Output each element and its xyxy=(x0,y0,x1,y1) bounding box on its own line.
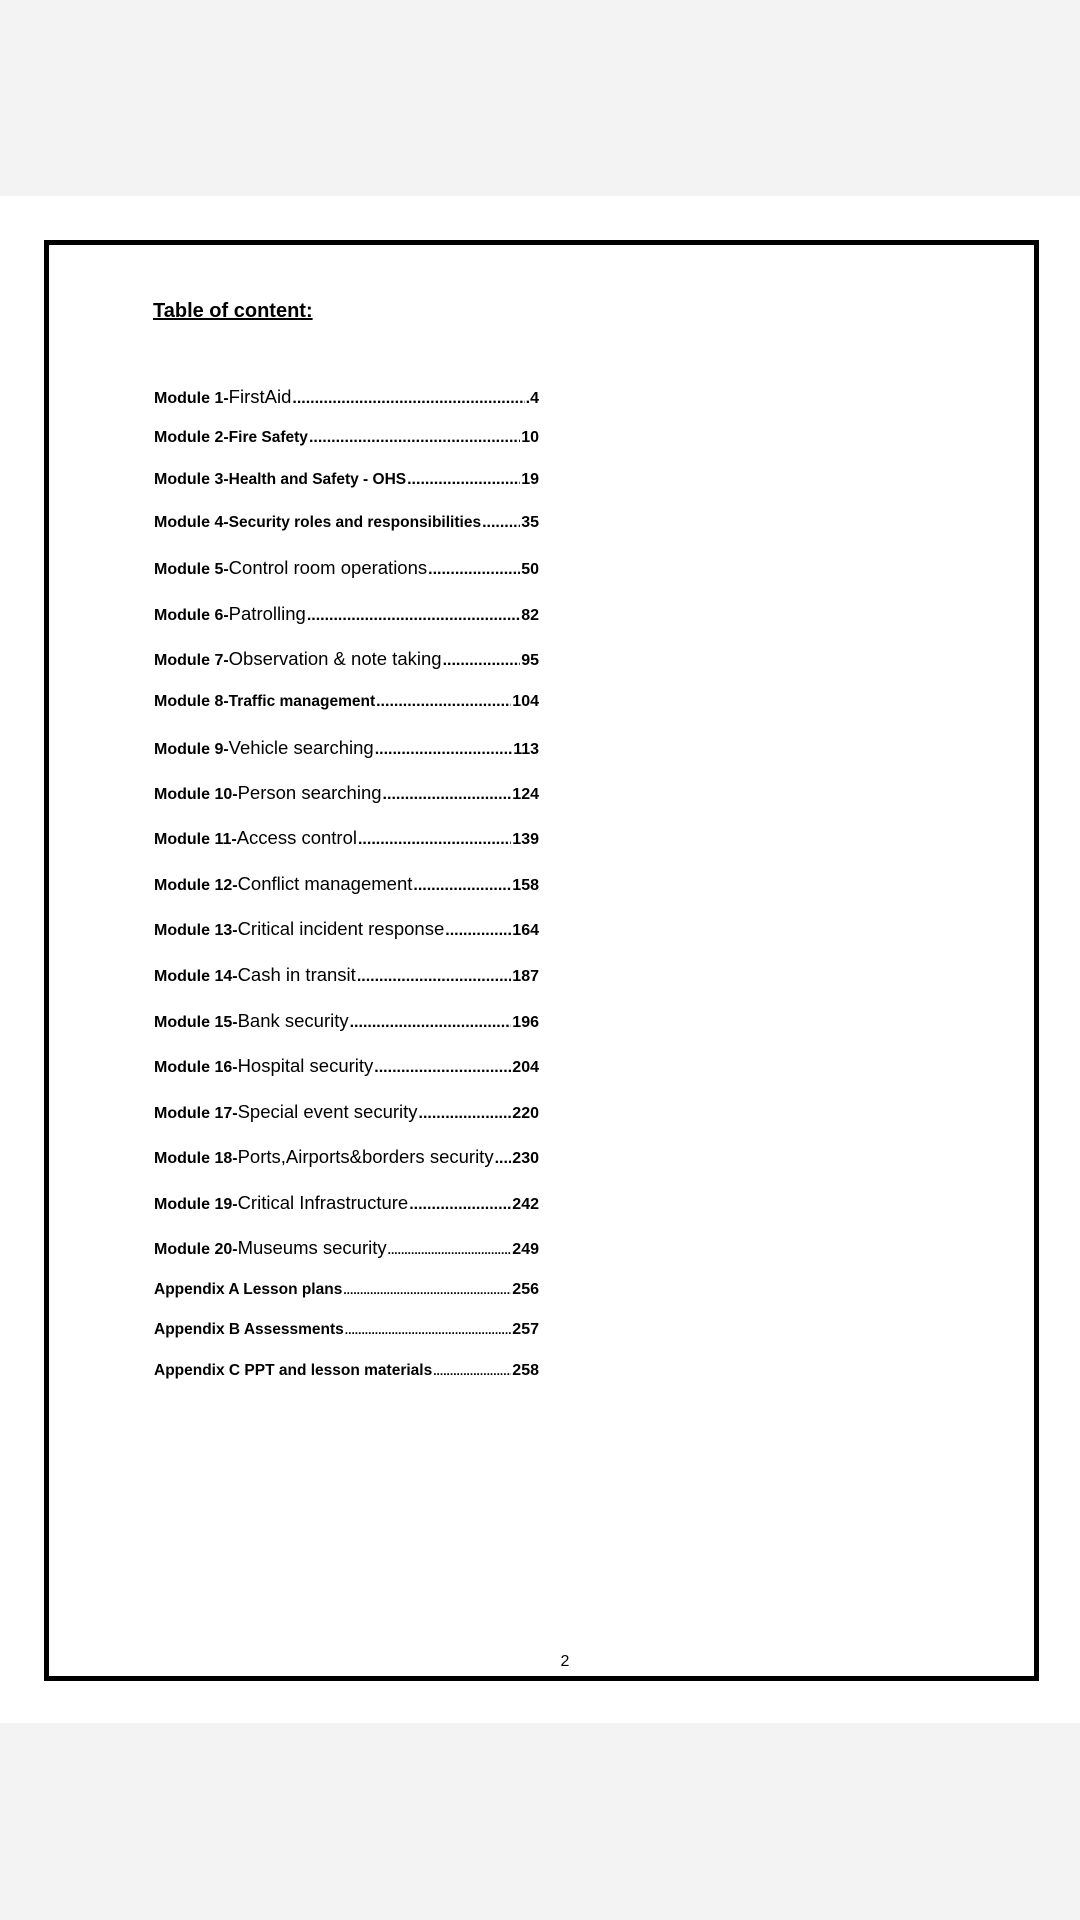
toc-entry-page-number: 50 xyxy=(521,561,539,578)
toc-appendix-entry[interactable] xyxy=(154,1362,539,1388)
toc-entry-prefix: Module 3- xyxy=(154,471,229,488)
toc-entry-prefix: Module 12- xyxy=(154,877,238,894)
toc-entry-page-number: 220 xyxy=(512,1105,539,1122)
page-number: 2 xyxy=(560,1653,570,1670)
toc-entry-title: Cash in transit xyxy=(237,964,356,985)
toc-entry[interactable] xyxy=(154,693,539,719)
toc-entry-prefix: Module 20- xyxy=(154,1241,238,1258)
toc-entry-title: Special event security xyxy=(237,1101,418,1122)
toc-entry-page-number: 82 xyxy=(521,607,539,624)
toc-entry-prefix: Module 10- xyxy=(154,786,238,803)
toc-appendix-entry[interactable] xyxy=(154,1321,539,1347)
toc-entry-prefix: Module 14- xyxy=(154,968,238,985)
toc-entry-title: Traffic management xyxy=(228,693,376,710)
toc-entry[interactable] xyxy=(154,648,539,674)
toc-dot-leader xyxy=(482,514,520,532)
toc-dot-leader xyxy=(309,429,520,447)
toc-dot-leader xyxy=(443,652,521,670)
toc-entry-title: Fire Safety xyxy=(228,429,308,446)
toc-entry[interactable] xyxy=(154,782,539,808)
document-page xyxy=(0,196,1080,1723)
toc-entry[interactable] xyxy=(154,1192,539,1218)
toc-entry[interactable] xyxy=(154,1237,539,1263)
toc-entry-page-number: 196 xyxy=(512,1014,539,1031)
toc-entry-title: Access control xyxy=(236,827,357,848)
toc-entry-page-number: 164 xyxy=(512,922,539,939)
toc-entry-prefix: Module 6- xyxy=(154,607,229,624)
toc-dot-leader xyxy=(345,1323,512,1337)
toc-entry-page-number: 95 xyxy=(521,652,539,669)
toc-entry-title: Conflict management xyxy=(237,873,413,894)
toc-dot-leader xyxy=(307,607,520,625)
toc-entry-title: Security roles and responsibilities xyxy=(228,514,482,531)
toc-entry-prefix: Appendix C PPT and lesson materials xyxy=(154,1362,433,1379)
toc-dot-leader xyxy=(433,1364,511,1378)
toc-dot-leader xyxy=(428,561,520,579)
toc-dot-leader xyxy=(358,831,511,849)
toc-entry-title: Observation & note taking xyxy=(228,648,442,669)
toc-entry[interactable] xyxy=(154,873,539,899)
toc-entry[interactable] xyxy=(154,514,539,540)
toc-entry-title: Critical Infrastructure xyxy=(237,1192,409,1213)
toc-entry-page-number: 124 xyxy=(512,786,539,803)
toc-dot-leader xyxy=(419,1105,512,1123)
toc-entry-prefix: Appendix A Lesson plans xyxy=(154,1281,343,1298)
toc-entry-page-number: 10 xyxy=(521,429,539,446)
toc-entry-prefix: Module 9- xyxy=(154,741,229,758)
toc-entry-prefix: Module 18- xyxy=(154,1150,238,1167)
toc-entry-page-number: 19 xyxy=(521,471,539,488)
toc-dot-leader xyxy=(357,968,511,986)
toc-heading: Table of content: xyxy=(153,300,313,322)
toc-entry-prefix: Module 7- xyxy=(154,652,229,669)
toc-entry-page-number: 35 xyxy=(521,514,539,531)
toc-entry-page-number: 258 xyxy=(512,1362,539,1379)
toc-entry-prefix: Appendix B Assessments xyxy=(154,1321,344,1338)
toc-entry-prefix: Module 2- xyxy=(154,429,229,446)
toc-entry-prefix: Module 1- xyxy=(154,390,229,407)
toc-entry-page-number: 256 xyxy=(512,1281,539,1298)
toc-entry-title: Ports,Airports&borders security xyxy=(237,1146,494,1167)
toc-entry[interactable] xyxy=(154,471,539,497)
toc-entry-page-number: 158 xyxy=(512,877,539,894)
toc-entry[interactable] xyxy=(154,603,539,629)
toc-dot-leader xyxy=(374,1059,511,1077)
toc-appendix-entry[interactable] xyxy=(154,1281,539,1307)
toc-entry-prefix: Module 15- xyxy=(154,1014,238,1031)
toc-dot-leader xyxy=(383,786,512,804)
toc-dot-leader xyxy=(495,1150,512,1168)
toc-entry-prefix: Module 19- xyxy=(154,1196,238,1213)
toc-entry-page-number: 257 xyxy=(512,1321,539,1338)
toc-entry[interactable] xyxy=(154,918,539,944)
toc-dot-leader xyxy=(445,922,511,940)
toc-entry-title: Hospital security xyxy=(237,1055,374,1076)
toc-dot-leader xyxy=(409,1196,511,1214)
toc-entry-title: Bank security xyxy=(237,1010,349,1031)
toc-entry-prefix: Module 4- xyxy=(154,514,229,531)
toc-entry-page-number: 187 xyxy=(512,968,539,985)
toc-entry-prefix: Module 5- xyxy=(154,561,229,578)
toc-dot-leader xyxy=(343,1283,511,1297)
toc-entry[interactable] xyxy=(154,827,539,853)
toc-entry-prefix: Module 13- xyxy=(154,922,238,939)
toc-dot-leader xyxy=(350,1014,512,1032)
toc-entry-title: Patrolling xyxy=(228,603,306,624)
toc-entry[interactable] xyxy=(154,737,539,763)
toc-entry[interactable] xyxy=(154,1101,539,1127)
toc-entry-prefix: Module 8- xyxy=(154,693,229,710)
toc-entry[interactable] xyxy=(154,557,539,583)
toc-dot-leader xyxy=(407,471,520,489)
toc-entry[interactable] xyxy=(154,1010,539,1036)
toc-entry-prefix: Module 11- xyxy=(154,831,237,848)
toc-entry-title: Health and Safety - OHS xyxy=(228,471,407,488)
toc-entry-prefix: Module 17- xyxy=(154,1105,238,1122)
toc-entry-title: Critical incident response xyxy=(237,918,445,939)
toc-entry-page-number: 249 xyxy=(512,1241,539,1258)
toc-entry[interactable] xyxy=(154,386,539,412)
toc-entry-page-number: 113 xyxy=(513,741,539,758)
toc-entry-prefix: Module 16- xyxy=(154,1059,238,1076)
toc-entry-page-number: .4 xyxy=(525,390,539,407)
toc-dot-leader xyxy=(375,741,513,759)
toc-entry-page-number: 204 xyxy=(512,1059,539,1076)
toc-entry-title: Vehicle searching xyxy=(228,737,374,758)
toc-entry-page-number: 104 xyxy=(512,693,539,710)
page-border xyxy=(44,240,1039,1681)
toc-entry[interactable] xyxy=(154,429,539,455)
toc-dot-leader xyxy=(292,390,524,408)
toc-entry-page-number: 242 xyxy=(512,1196,539,1213)
toc-entry[interactable] xyxy=(154,1055,539,1081)
toc-dot-leader xyxy=(376,693,511,711)
toc-entry-title: FirstAid xyxy=(228,386,292,407)
toc-dot-leader xyxy=(388,1243,512,1257)
toc-dot-leader xyxy=(413,877,511,895)
toc-entry-title: Museums security xyxy=(237,1237,387,1258)
toc-entry[interactable] xyxy=(154,1146,539,1172)
toc-entry-page-number: 139 xyxy=(512,831,539,848)
toc-entry-title: Control room operations xyxy=(228,557,428,578)
toc-entry[interactable] xyxy=(154,964,539,990)
toc-entry-title: Person searching xyxy=(237,782,382,803)
toc-entry-page-number: 230 xyxy=(512,1150,539,1167)
